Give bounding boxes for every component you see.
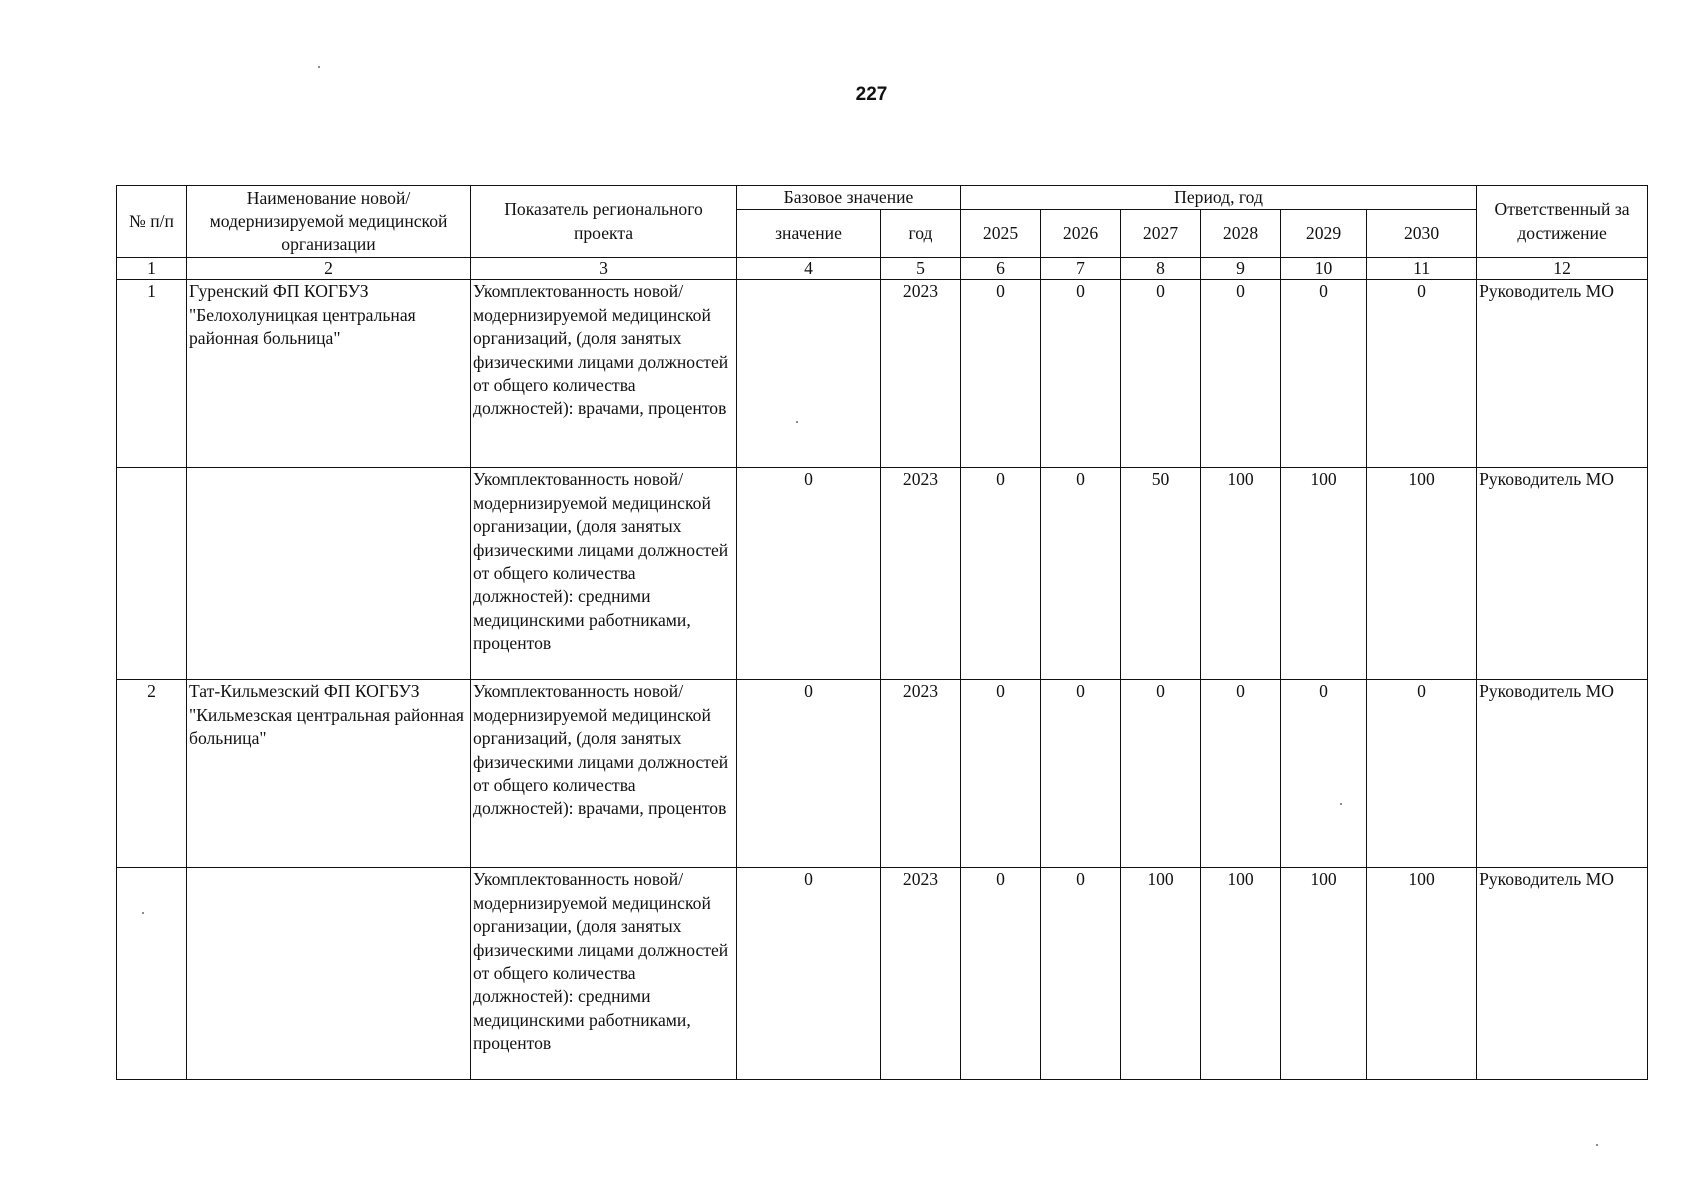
table-row bbox=[117, 468, 1648, 680]
column-number: 5 bbox=[881, 258, 961, 280]
base-value: 0 bbox=[737, 868, 881, 1080]
header-base-year: год bbox=[881, 210, 961, 258]
year-value: 0 bbox=[1367, 280, 1477, 468]
header-num: № п/п bbox=[117, 186, 187, 258]
row-num: 2 bbox=[117, 680, 187, 868]
header-period-group: Период, год bbox=[961, 186, 1477, 210]
year-value: 0 bbox=[1041, 868, 1121, 1080]
header-year: 2028 bbox=[1201, 210, 1281, 258]
scan-speck bbox=[1596, 1144, 1598, 1146]
indicator-text: Укомплектованность новой/модернизируемой медицинской организации, (доля занятых физическими лицами должностей от общего количества должностей): средними медицинскими работниками, процентов bbox=[471, 868, 737, 1080]
column-number: 11 bbox=[1367, 258, 1477, 280]
indicator-text: Укомплектованность новой/модернизируемой медицинской организаций, (доля занятых физическими лицами должностей от общего количества должностей): врачами, процентов bbox=[471, 280, 737, 468]
row-num bbox=[117, 868, 187, 1080]
year-value: 0 bbox=[1201, 280, 1281, 468]
year-value: 0 bbox=[1041, 468, 1121, 680]
year-value: 0 bbox=[961, 468, 1041, 680]
scan-speck bbox=[796, 421, 798, 423]
year-value: 0 bbox=[961, 680, 1041, 868]
column-number: 1 bbox=[117, 258, 187, 280]
year-value: 0 bbox=[961, 280, 1041, 468]
year-value: 0 bbox=[1281, 280, 1367, 468]
header-base-value: значение bbox=[737, 210, 881, 258]
header-year: 2027 bbox=[1121, 210, 1201, 258]
header-year: 2030 bbox=[1367, 210, 1477, 258]
year-value: 0 bbox=[1201, 680, 1281, 868]
org-name: Гуренский ФП КОГБУЗ "Белохолуницкая центральная районная больница" bbox=[187, 280, 471, 468]
scan-speck bbox=[1340, 803, 1342, 805]
column-number: 12 bbox=[1477, 258, 1648, 280]
row-num bbox=[117, 468, 187, 680]
header-name: Наименование новой/модернизируемой медицинской организации bbox=[187, 186, 471, 258]
year-value: 0 bbox=[1041, 680, 1121, 868]
table-row bbox=[117, 680, 1648, 868]
scan-speck bbox=[318, 66, 320, 68]
org-name: Тат-Кильмезский ФП КОГБУЗ "Кильмезская центральная районная больница" bbox=[187, 680, 471, 868]
year-value: 0 bbox=[1367, 680, 1477, 868]
header-base-group: Базовое значение bbox=[737, 186, 961, 210]
indicator-text: Укомплектованность новой/модернизируемой медицинской организаций, (доля занятых физическими лицами должностей от общего количества должностей): врачами, процентов bbox=[471, 680, 737, 868]
table-row bbox=[117, 280, 1648, 468]
responsible: Руководитель МО bbox=[1477, 868, 1648, 1080]
base-value bbox=[737, 280, 881, 468]
header-year: 2025 bbox=[961, 210, 1041, 258]
column-number: 9 bbox=[1201, 258, 1281, 280]
indicators-table bbox=[116, 185, 1648, 1080]
scan-speck bbox=[142, 912, 144, 914]
page-number: 227 bbox=[855, 84, 888, 105]
column-number: 3 bbox=[471, 258, 737, 280]
table-row bbox=[117, 868, 1648, 1080]
column-number: 2 bbox=[187, 258, 471, 280]
column-number: 4 bbox=[737, 258, 881, 280]
column-number: 6 bbox=[961, 258, 1041, 280]
base-value: 0 bbox=[737, 468, 881, 680]
column-number: 8 bbox=[1121, 258, 1201, 280]
indicator-text: Укомплектованность новой/модернизируемой медицинской организации, (доля занятых физическими лицами должностей от общего количества должностей): средними медицинскими работниками, процентов bbox=[471, 468, 737, 680]
year-value: 100 bbox=[1367, 868, 1477, 1080]
base-year: 2023 bbox=[881, 280, 961, 468]
year-value: 100 bbox=[1367, 468, 1477, 680]
header-year: 2026 bbox=[1041, 210, 1121, 258]
responsible: Руководитель МО bbox=[1477, 280, 1648, 468]
base-year: 2023 bbox=[881, 868, 961, 1080]
org-name bbox=[187, 868, 471, 1080]
year-value: 0 bbox=[1121, 280, 1201, 468]
base-value: 0 bbox=[737, 680, 881, 868]
year-value: 100 bbox=[1121, 868, 1201, 1080]
year-value: 0 bbox=[1041, 280, 1121, 468]
column-number: 7 bbox=[1041, 258, 1121, 280]
year-value: 50 bbox=[1121, 468, 1201, 680]
year-value: 100 bbox=[1281, 868, 1367, 1080]
responsible: Руководитель МО bbox=[1477, 468, 1648, 680]
column-number-row bbox=[117, 258, 1648, 280]
row-num: 1 bbox=[117, 280, 187, 468]
header-year: 2029 bbox=[1281, 210, 1367, 258]
org-name bbox=[187, 468, 471, 680]
year-value: 100 bbox=[1201, 868, 1281, 1080]
base-year: 2023 bbox=[881, 468, 961, 680]
header-responsible: Ответственный за достижение bbox=[1477, 186, 1648, 258]
responsible: Руководитель МО bbox=[1477, 680, 1648, 868]
year-value: 0 bbox=[1121, 680, 1201, 868]
header-indicator: Показатель регионального проекта bbox=[471, 186, 737, 258]
year-value: 0 bbox=[961, 868, 1041, 1080]
year-value: 0 bbox=[1281, 680, 1367, 868]
column-number: 10 bbox=[1281, 258, 1367, 280]
year-value: 100 bbox=[1281, 468, 1367, 680]
base-year: 2023 bbox=[881, 680, 961, 868]
year-value: 100 bbox=[1201, 468, 1281, 680]
